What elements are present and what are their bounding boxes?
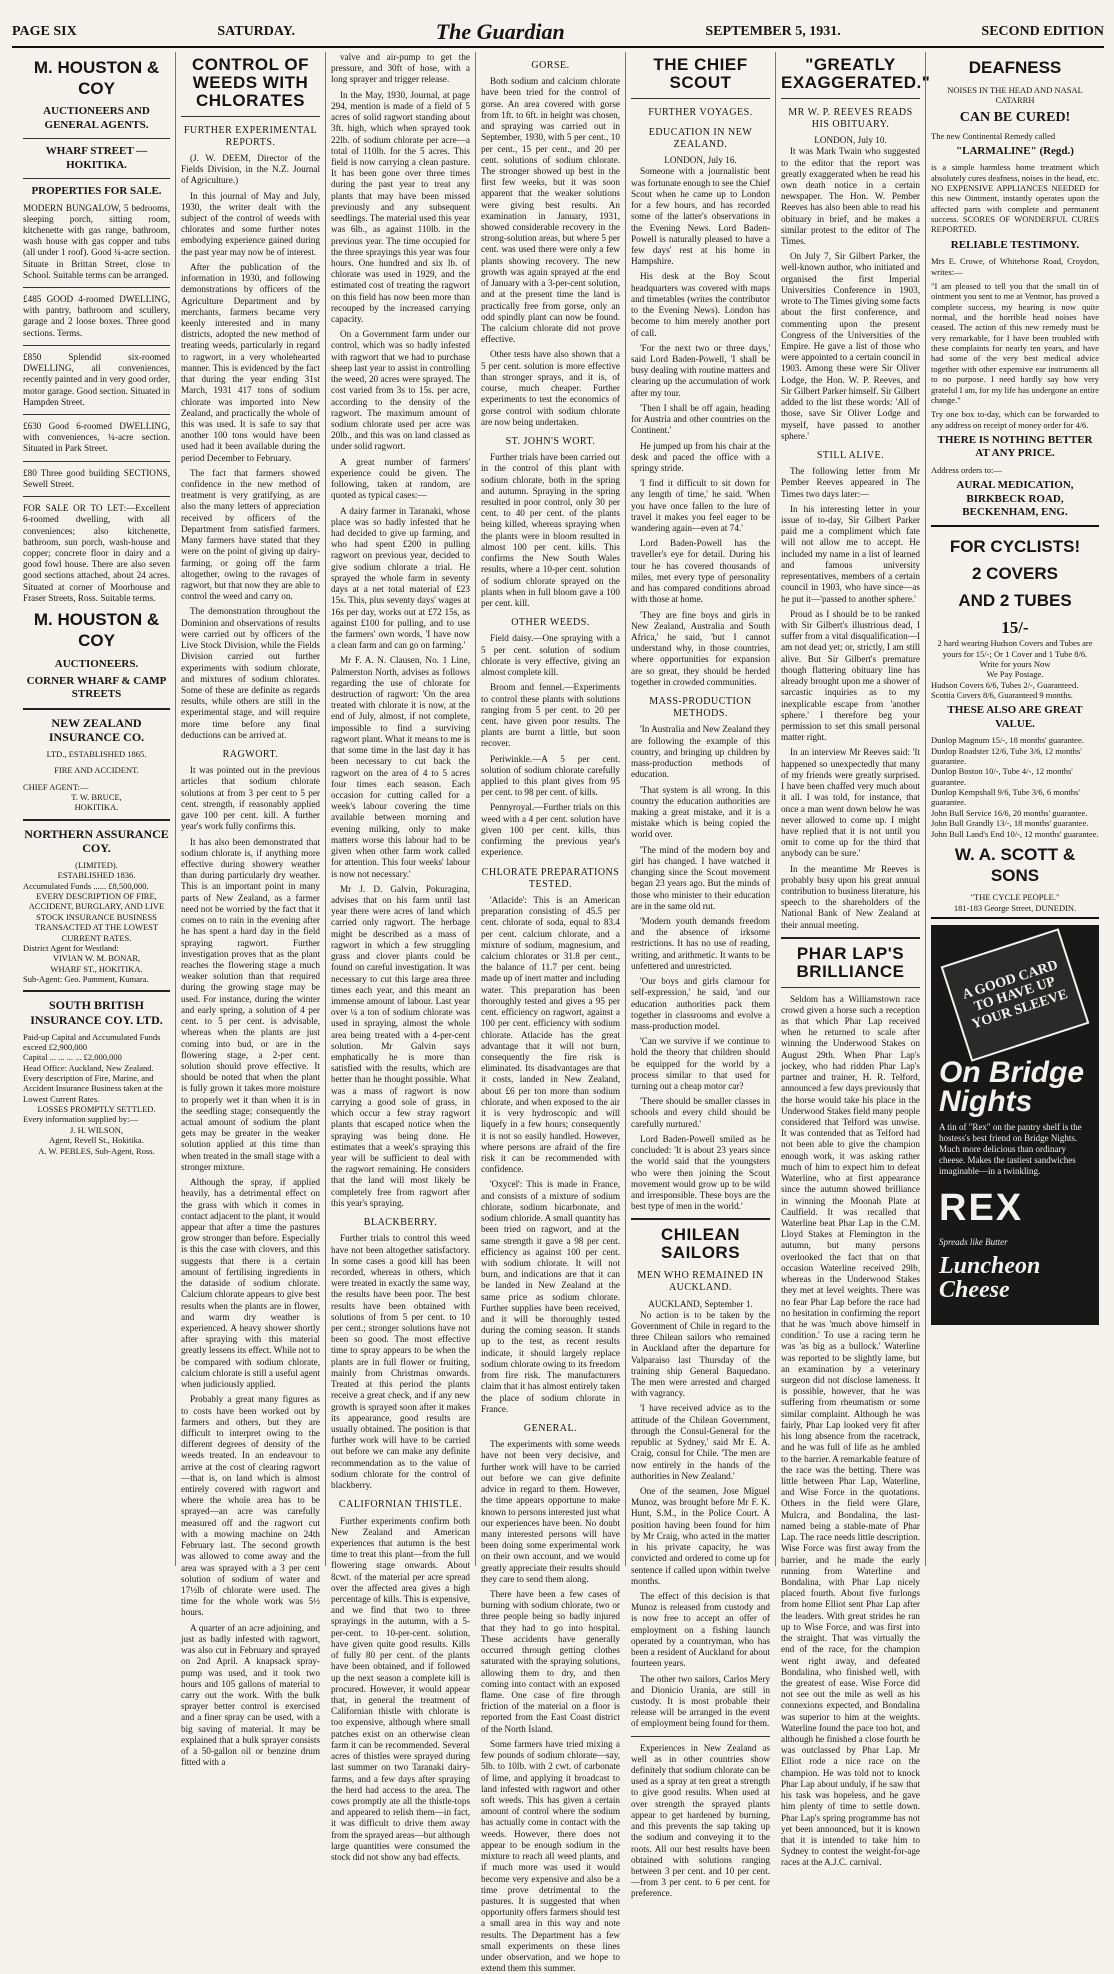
ad-deafness-text: is a simple harmless home treatment which absolutely cures deafness, noises in the head, etc. NO EXPENSIVE APPLIANCES NEEDED for this new Ointment, instantly operates upon the affected parts with complete and permanent success. SCORES OF WONDERFUL CURES REPORTED.: [931, 162, 1099, 235]
column-weeds-1: [176, 52, 326, 1768]
ad-rex-text: A tin of "Rex" on the pantry shelf is the hostess's best friend on Bridge Nights. Much more delicious than ordinary cheese. Makes the tastiest sandwiches imaginable—in a twinkling.: [939, 1122, 1082, 1176]
article-paragraph: In this journal of May and July, 1930, the writer dealt with the subject of the control of weeds with chlorates and some further notes embodying experience gained during the past year may now be of interest.: [181, 190, 320, 257]
ad-nz-insurance-agent-label: CHIEF AGENT:—: [23, 781, 89, 792]
ad-cyclists-item: Hudson Covers 6/6, Tubes 2/-, Guaranteed.: [931, 679, 1079, 690]
article-paragraph: A quarter of an acre adjoining, and just as badly infested with ragwort, was also cut in February and sprayed on 2nd April. A knapsack spray-pump was used, and it took two hours and 105 gallons of material to carry out the work. With the bulk sprayer better control is exercised and a finer spray can be used, with a big saving of material. It may be explained that a bulk sprayer consists of a 50-gallon oil or benzine drum fitted with a: [181, 1622, 320, 1768]
article-paragraph: Periwinkle.—A 5 per cent. solution of sodium chlorate carefully applied to this plant gives from 95 per cent. to 98 per cent. of kills.: [481, 753, 620, 798]
page-number: PAGE SIX: [12, 24, 77, 39]
section-heading: GORSE.: [531, 60, 570, 71]
ad-houston-heading: PROPERTIES FOR SALE.: [31, 185, 162, 198]
article-paragraph: The other two sailors, Carlos Mery and Dionicio Urania, are still in custody. It is most probable their release will be arranged in the event of employment being found for them.: [631, 1673, 770, 1729]
ad-northern-est: ESTABLISHED 1836.: [57, 870, 136, 881]
article-paragraph: Lord Baden-Powell has the traveller's eye for detail. During his tour he has covered thousands of miles, met every type of personality and has compared conditions abroad with those at home.: [631, 538, 770, 605]
article-paragraph: 'I have received advice as to the attitude of the Chilean Government, through the Consul-General for the republic at Sydney,' said Mr E. A. Craig, consul for Chile. 'The men are now entirely in the hands of the authorities in New Zealand.': [631, 1403, 770, 1481]
ad-cyclists-text: 2 hard wearing Hudson Covers and Tubes are yours for 15/-; Or 1 Cover and 1 Tube 8/6.: [937, 638, 1093, 659]
ad-south-british-losses: LOSSES PROMPTLY SETTLED.: [37, 1104, 156, 1115]
masthead: [12, 18, 1104, 48]
article-paragraph: There have been a few cases of burning with sodium chlorate, two or three people being so badly injured that they had to go into hospital. These accidents have generally occurred through getting clothes saturated with the spraying solutions, allowing them to dry, and then coming into contact with an exposed flame. One case of fire through friction of the material on a floor is reported from the East Coast district of the North Island.: [481, 1589, 620, 1734]
ad-deafness-testimonial: "I am pleased to tell you that the small tin of ointment you sent to me at Ventnor, has proved a complete success, my hearing is now quite normal, and the horrible head noises have ceased. The action of this new remedy must be very remarkable, for I have been troubled with these complaints for nearly ten years, and have had some of the very best medical advice together with other expensive ear instruments all to no purpose. I need hardly say how very grateful I am, for my life has undergone an entire change.": [931, 280, 1099, 405]
article-paragraph: It has also been demonstrated that sodium chlorate is, if anything more effective during showery weather than during particularly dry weather. This is an important point in many parts of New Zealand, as a farmer need not be worried by the fact that it comes on to rain in the evening after he has spent a hard day in the field spraying ragwort. Further investigation proves that as the plant reaches the flowering stage a much weaker solution than that required during the growing stage may be used. For instance, during the winter and early spring, a solution of 4 per cent. to 5 per cent. is advisable, whereas when the plants are just coming into bud, or are in the flowering stage, a 2-per cent. solution should prove effective. It should be noted that when the plant is fully grown it takes more moisture to properly wet it than when it is in the seedling stage; consequently the actual amount of sodium the plant gets may be greater in the weaker solution applied at this time than when treated in the small stage with a stronger mixture.: [181, 836, 320, 1172]
ad-south-british-capital: Paid-up Capital and Accumulated Funds exceed £2,900,000: [23, 1031, 161, 1052]
ad-cyclists-item: Dunlop Boston 10/-, Tube 4/-, 12 months' guarantee.: [931, 766, 1073, 787]
ad-houston-role-2: AUCTIONEERS.: [54, 657, 139, 670]
property-listing: £850 Splendid six-roomed DWELLING, all conveniences, recently painted and in very good order, motor garage. Good section. Situated in Hampden Street.: [23, 351, 170, 407]
article-subhead: MR W. P. REEVES READS HIS OBITUARY.: [788, 106, 913, 130]
ad-cyclists-item: Scottia Covers 8/6, Guaranteed 9 months.: [931, 690, 1073, 701]
article-paragraph: A dairy farmer in Taranaki, whose place was so badly infested that he had decided to give up farming, and who had spent £200 in pulling ragwort on previous year, decided to give sodium chlorate a trial. He sprayed the whole farm in seventy days at a net total material of £23 15s. This, plus seventy days' wages at 16s per day, works out at £72 15s, as against £100 for pulling, and to use the farmers' own words, 'I have now a clean farm and can go on farming.': [331, 505, 470, 651]
article-paragraph: Although the spray, if applied heavily, has a detrimental effect on the grass with which it comes in contact adjacent to the plant, it would appear that after a time the pastures grow stronger than before. Especially is this the case with clovers, and this suggests that there is a certain amount of fertilising ingredients in the dataside of sodium chlorate. Calcium chlorate appears to give best results when the plants are in flower, and warm dry weather is experienced. A heavy shower shortly after spraying with this material greatly lessens its effect. While not to be compared with sodium chlorate, calcium chlorate is still a useful agent when judiciously applied.: [181, 1177, 320, 1390]
ad-rex-spread: Spreads like Butter: [939, 1237, 1008, 1248]
article-paragraph: Further experiments confirm both New Zealand and American experiences that autumn is the best time to treat this plant—from the full flowering stage onwards. About 8cwt. of the material per acre spread over the affected area gives a high percentage of kills. This is expensive, and we find that two to three sprayings in the autumn, with a 5-per-cent. to 10-per-cent. solution, have given quite good results. Kills of fully 80 per cent. of the plants have been obtained, and if followed up the next season a complete kill is procured. However, it would appear that, in general the treatment of Californian thistle with chlorate is too expensive, although where small patches exist on an otherwise clean farm it can be recommended. Several acres of thistles were sprayed during last summer on two Taranaki dairy-farms, and a few days after spraying the herd had access to the area. The cows promptly ate all the thistle-tops and appeared to relish them—in fact, it was difficult to drive them away from the sprayed areas—but although large quantities were consumed the stock did not show any bad effects.: [331, 1515, 470, 1863]
article-paragraph: Lord Baden-Powell smiled as he concluded: 'It is about 23 years since the world said that the youngsters who were then joining the Scout movement would grow up to be wild and irresponsible. These boys are the best type of men in the world.': [631, 1133, 770, 1212]
ad-nz-insurance-agent: T. W. BRUCE,: [71, 792, 122, 803]
article-paragraph: No action is to be taken by the Government of Chile in regard to the three Chilean sailors who remained in Auckland after the departure for Valparaiso last Thursday of the training ship General Baquedano. The men were arrested and charged with vagrancy.: [631, 1309, 770, 1399]
column-weeds-3: [476, 52, 626, 1974]
article-paragraph: In his interesting letter in your issue of to-day, Sir Gilbert Parker paid me a compliment which fate will not allow me to accept. He included my name in a list of learned and famous university representatives, members of a certain council in 1903, who have since—as he put it—'passed to another sphere.': [781, 503, 920, 604]
ad-cyclists: [931, 525, 1099, 919]
section-heading: GENERAL.: [523, 1423, 578, 1434]
property-listing: FOR SALE OR TO LET:—Excellent 6-roomed dwelling, with all conveniences; also kitchenette, bathroom, sun porch, wash-house and copper; concrete floor in dairy and a good fowl house. There are also seven good sections attached, about 24 acres. Situated at corner of Moorhouse and Fraser Streets, Ross. Suitable terms.: [23, 503, 170, 603]
ad-deafness-text: Mrs E. Crowe, of Whitehorse Road, Croydon, writes:—: [931, 256, 1099, 277]
article-subhead: EDUCATION IN NEW ZEALAND.: [648, 126, 753, 151]
article-paragraph: The experiments with some weeds have not been very decisive, and further work will have to be carried out before we can give definite advice in regard to them. However, the time appears opportune to make known to persons interested just what our experiences have been. No doubt many interested persons will have been doing some experimental work on their own account, and we would greatly appreciate their results should they care to send them along.: [481, 1439, 620, 1584]
ad-houston-name: M. HOUSTON & COY: [33, 58, 160, 98]
ad-cyclists-tubes: AND 2 TUBES: [958, 590, 1072, 610]
ad-south-british-name: SOUTH BRITISH INSURANCE COY. LTD.: [30, 998, 163, 1027]
article-headline-weeds: CONTROL OF WEEDS WITH CHLORATES: [191, 55, 310, 110]
playing-card-icon: [941, 928, 1090, 1061]
property-listing: MODERN BUNGALOW, 5 bedrooms, sleeping porch, sitting room, kitchenette with gas range, bathroom, wash house with gas copper and tubs (all under 1 roof). Good ¼-acre section. Situate in Brittan Street, close to School. Suitable terms can be arranged.: [23, 202, 170, 280]
article-paragraph: One of the seamen, Jose Miguel Munoz, was brought before Mr F. K. Hunt, S.M., in the Police Court. A position having been found for him by Mr Craig, who acted in the matter in his private capacity, he was convicted and ordered to come up for sentence if called upon within twelve months.: [631, 1486, 770, 1586]
article-paragraph: In the May, 1930, Journal, at page 294, mention is made of a field of 5 acres of solid ragwort standing about 3ft. high, which when sprayed took 22lb. of sodium chlorate per acre—a total of 110lb. for the 5 acres. This field is now carrying a clean pasture. It has been gone over three times during the past year to treat any plants that may have been missed previously and any subsequent seedlings. The material used this year was 6lb., as against 110lb. in the previous year. The time occupied for the three sprayings this year was four hours. One hundred and six lb. of chlorate was used in 1929, and the estimated cost of treating the ragwort on this field has now been more than recouped by the increased carrying capacity.: [331, 89, 470, 325]
ad-northern-name: NORTHERN ASSURANCE COY.: [24, 826, 169, 856]
ad-rex-cheese: [931, 925, 1099, 1325]
article-paragraph: 'Atlacide': This is an American preparation consisting of 45.5 per cent. chlorate of soda, equal to 83.4 per cent. calcium chlorate, and a mixture of sodium, magnesium, and calcium chlorates or 31.8 per cent., the balance of 11.7 per cent. being made up of inert matter and including water. This preparation has been thoroughly tested and gives a 95 per cent. efficiency on ragwort, against a 100 per cent. efficiency with sodium chlorate. Atlacide has the great advantage that it will not burn, consequently the fire risk is eliminated. Its disadvantages are that it costs, landed in New Zealand, about £6 per ton more than sodium chlorate, and when exposed to the air it is very hydroscopic and will liquefy in a few hours; consequently it is not so easily handled. However, where persons are afraid of the fire risk it can be recommended with confidence.: [481, 894, 620, 1175]
ad-south-british-office: Head Office: Auckland, New Zealand.: [23, 1062, 154, 1073]
ad-scott-firm: W. A. SCOTT & SONS: [954, 844, 1076, 885]
ad-cyclists-postage: We Pay Postage.: [986, 669, 1044, 680]
article-paragraph: 'Modern youth demands freedom and the absence of irksome restrictions. It has no use of reading, writing, and arithmetic. It wants to be unfettered and unrestricted.: [631, 915, 770, 971]
ad-south-british-capital-2: Capital ... ... ... ... £2,000,000: [23, 1052, 122, 1063]
ad-nz-insurance-name: NEW ZEALAND INSURANCE CO.: [48, 715, 145, 745]
ad-northern-text: EVERY DESCRIPTION OF FIRE, ACCIDENT, BURGLARY, AND LIVE STOCK INSURANCE BUSINESS TRANSACTED AT THE LOWEST CURRENT RATES.: [28, 891, 165, 943]
article-paragraph: Further trials to control this weed have not been altogether satisfactory. In some cases a good kill has been recorded, whereas in others, which were treated in exactly the same way, the results have been poor. The best results have been obtained with solutions of from 5 per cent. to 10 per cent.; stronger solutions have not been so good. The most effective time to spray appears to be when the plants are in full flower or fruiting, mainly from Christmas onwards. Treated at this period the plants receive a great check, and if any new growth is sprayed soon after it makes its appearance, good results are usually obtained. The position is that further work will have to be carried out before we can make any definite recommendation as to the value of sodium chlorate for the control of blackberry.: [331, 1233, 470, 1491]
ad-south-british-text: Every description of Fire, Marine, and Accident Insurance Business taken at the Lowest Current Rates.: [23, 1073, 163, 1104]
article-paragraph: 'They are fine boys and girls in New Zealand, Australia and South Africa,' he said, 'but I cannot understand why, in those countries, where opportunities for expansion are so great, they should be herded together in crowded communities.: [631, 609, 770, 687]
ad-deafness-addr: AURAL MEDICATION, BIRKBECK ROAD, BECKENHAM, ENG.: [956, 479, 1074, 518]
ad-rex-card-text: A GOOD CARD TO HAVE UP YOUR SLEEVE: [960, 957, 1070, 1033]
section-heading: RAGWORT.: [222, 749, 279, 761]
article-paragraph: 'Our boys and girls clamour for self-expression,' he said, 'and our education authorities pack them together in classrooms and evolve a mass-production model.: [631, 976, 770, 1031]
ad-nz-insurance-town: HOKITIKA.: [74, 802, 119, 813]
article-paragraph: 'The mind of the modern boy and girl has changed. I have watched it changing since the Scout movement began 23 years ago. But the minds of those who minister to their education are in the same old rut.: [631, 844, 770, 911]
section-heading: STILL ALIVE.: [816, 449, 885, 461]
ad-south-british-agent-addr: Agent, Revell St., Hokitika.: [49, 1135, 144, 1146]
article-paragraph: Both sodium and calcium chlorate have been tried for the control of gorse. An area covered with gorse from 1ft. to 6ft. in height was chosen, and spraying was carried out in September, 1930, with 5 per cent., 10 per cent., 15 per cent., and 20 per cent. solutions of sodium chlorate. The stronger showed up best in the first few weeks, but it was soon apparent that the weaker solutions were giving best results. An examination in January, 1931, showed considerable recovery in the strong-solution areas, but where 5 per cent. was used there were only a few plants showing recovery. The new growth was again sprayed at the end of January with a 3-per-cent solution, and at the present time the land is practically free from gorse, only an odd spindly plant can now be found. The calcium chlorate did not prove effective.: [481, 76, 620, 345]
ad-deafness-sub: NOISES IN THE HEAD AND NASAL CATARRH: [947, 84, 1083, 106]
ad-nz-insurance-type: FIRE AND ACCIDENT.: [54, 765, 139, 776]
article-paragraph: His desk at the Boy Scout headquarters was covered with maps and timetables (writes the contributor to the Evening News). London has become to him merely another port of call.: [631, 271, 770, 338]
section-heading: OTHER WEEDS.: [511, 617, 590, 629]
masthead-day: SATURDAY.: [217, 24, 296, 39]
article-paragraph: Mr J. D. Galvin, Pokuragina, advises that on his farm until last year there were acres of land which carried only ragwort. The herbage might be described as a mass of ragwort in which a few struggling grass and clover plants could be found on careful investigation. It was necessary to cut this large area three times each year, and this meant an immense amount of labour. Last year over ¼ a ton of sodium chlorate was used in spraying, almost the whole area being treated with a 4-per-cent solution. Mr Galvin says emphatically he is more than satisfied with the results, which are better than he thought possible. What was a mass of ragwort is now carrying a good sole of grass, in which occur a few stray ragwort plants that escaped notice when the spraying was being done. He estimates that a week's spraying this year will be sufficient to deal with the ragwort remaining. He considers that the land will most likely be completely free from ragwort after this year's spraying.: [331, 883, 470, 1208]
dateline: LONDON, July 10.: [814, 135, 887, 146]
article-paragraph: 'Can we survive if we continue to hold the theory that children should be equipped for the world by a process similar to that used for turning out a cheap motor car?: [631, 1036, 770, 1092]
ad-south-british-info: Every information supplied by:—: [23, 1114, 138, 1125]
section-heading: CHLORATE PREPARATIONS TESTED.: [481, 866, 620, 890]
ad-scott-addr: 181-183 George Street, DUNEDIN.: [953, 902, 1077, 913]
article-paragraph: Proud as I should be to be ranked with Sir Gilbert's illustrious dead, I suffer from a vital disqualification—I am not dead yet; or, strictly, I am still alive. But Sir Gilbert's premature though flattering obituary line has already brought upon me a shower of sarcastic inquiries as to my inexplicable escape from 'another sphere.' I therefore beg your permission to set this small personal matter right.: [781, 608, 920, 743]
column-ads-right: [926, 52, 1104, 1566]
ad-deafness-addr-label: Address orders to:—: [931, 464, 1002, 475]
article-paragraph: Probably a great many figures as to costs have been worked out by farmers and others, but they are difficult to interpret owing to the different degrees of density of the weeds treated. In an endeavour to arrive at the cost of clearing ragwort—that is, on land which is almost entirely covered with ragwort and where the whole area has to be sprayed—an acre was carefully measured off and the ragwort cut with a mowing machine on 24th February last. The second growth was allowed to come away and the area was sprayed with a 3 per cent solution of sodium of water and 17½lb of chlorate were used. The time for the whole work was 5½ hours.: [181, 1394, 320, 1618]
article-paragraph: It was Mark Twain who suggested to the editor that the report was greatly exaggerated when he read his own death notice in a certain newspaper. The Hon. W. Pember Reeves has also been able to read his obituary in brief, and he makes a similar protest to the editor of The Times.: [781, 146, 920, 247]
article-headline-chilean: CHILEAN SAILORS: [660, 1225, 741, 1263]
article-paragraph: 'Oxycel': This is made in France, and consists of a mixture of sodium chlorate, sodium bicarbonate, and sodium chloride. A small quantity has been tried on ragwort, and at the same strength it gave a 98 per cent. efficiency as against 100 per cent. with sodium chlorate. It will not burn, and indications are that it can be landed in New Zealand at the same price as sodium chlorate. Further supplies have been received, and it will be thoroughly tested during the coming season. It stands up to the test, as recent results indicate, it should largely replace sodium chlorate owing to its freedom from fire risk. The manufacturers claim that it has almost entirely taken the place of sodium chlorate in France.: [481, 1179, 620, 1414]
article-paragraph: In the meantime Mr Reeves is probably busy upon his great annual contribution to business literature, his speech to the shareholders of the National Bank of New Zealand at their annual meeting.: [781, 863, 920, 930]
ad-cyclists-item: Dunlop Magnum 15/-, 18 months' guarantee.: [931, 735, 1084, 746]
article-subhead: MEN WHO REMAINED IN AUCKLAND.: [637, 1270, 764, 1294]
article-subhead: FURTHER VOYAGES.: [648, 106, 753, 118]
article-paragraph: 'Then I shall be off again, heading for Austria and other countries on the Continent.': [631, 402, 770, 436]
ad-cyclists-covers: 2 COVERS: [972, 564, 1058, 584]
column-reeves-pharlap: [776, 52, 931, 1868]
article-paragraph: After the publication of the information in 1930, and following demonstrations by officers of the Agriculture Department and by merchants, farmers became very keenly interested and in many districts, adopted the new method of treating weeds, particularly in regard to ragwort, in a very wholehearted manner. This is evidenced by the fact that during the year ending 31st March, 1931 417 tons of sodium chlorate was imported into New Zealand, and practically the whole of this was used. It is safe to say that another 100 tons would have been used had it been available during the period December to February.: [181, 261, 320, 463]
ad-deafness-reliable: RELIABLE TESTIMONY.: [950, 238, 1080, 251]
article-paragraph: Broom and fennel.—Experiments to control these plants with solutions ranging from 5 per cent. to 20 per cent. have given poor results. The plants are burnt a little, but soon recover.: [481, 682, 620, 749]
newspaper-title: The Guardian: [435, 19, 565, 44]
ad-houston-name-2: M. HOUSTON & COY: [33, 610, 160, 650]
article-paragraph: It was pointed out in the previous articles that sodium chlorate solutions at from 3 per cent to 5 per cent. strength, if reasonably applied gave 100 per cent. kill. A further year's work fully confirms this.: [181, 765, 320, 832]
article-headline-reeves: "GREATLY EXAGGERATED.": [781, 55, 931, 92]
property-listing: £630 Good 6-roomed DWELLING, with conveniences, ¼-acre section. Situated in Park Street.: [23, 421, 170, 454]
section-heading: MASS-PRODUCTION METHODS.: [649, 696, 752, 720]
ad-houston-street-2: CORNER WHARF & CAMP STREETS: [26, 674, 167, 701]
ad-deafness-cured: CAN BE CURED!: [959, 110, 1071, 126]
ad-cyclists-price: 15/-: [1001, 617, 1029, 637]
article-paragraph: In an interview Mr Reeves said: 'It happened so unexpectedly that many of my friends were greatly surprised. I have been chaffed very much about it all. I was told, for instance, that once a man went down below he was never allowed to come up. I might have replied that it is not until you omit to come up for the third that anybody can be sure.': [781, 747, 920, 859]
ad-northern-district: District Agent for Westland:: [23, 942, 119, 953]
article-paragraph: The effect of this decision is that Munoz is released from custody and is now free to accept an offer of employment on a fishing launch operated by a countryman, who has been a resident of Auckland for about fourteen years.: [631, 1590, 770, 1669]
ad-scott-sub: "THE CYCLE PEOPLE.": [970, 892, 1060, 903]
article-paragraph: Someone with a journalistic bent was fortunate enough to see the Chief Scout when he came up to London for a few hours, and has recorded some of the latter's observations in the Evening News. Lord Baden-Powell is naturally pleased to have a few days' rest at his home in Hampshire.: [631, 166, 770, 267]
dateline: LONDON, July 16.: [664, 155, 737, 166]
ad-cyclists-item: Dunlop Roadster 12/6, Tube 3/6, 12 months' guarantee.: [931, 745, 1082, 766]
ad-cyclists-item: Dunlop Kempshall 9/6, Tube 3/6, 6 months' guarantee.: [931, 787, 1080, 808]
article-paragraph: Pennyroyal.—Further trials on this weed with a 4 per cent. solution have given 100 per cent. kills, thus confirming the previous year's experience.: [481, 802, 620, 858]
ad-cyclists-also: THESE ALSO ARE GREAT VALUE.: [947, 704, 1083, 730]
article-paragraph: He jumped up from his chair at the desk and paced the office with a springy stride.: [631, 440, 770, 473]
article-paragraph: Experiences in New Zealand as well as in other countries show definitely that sodium chlorate can be used as a spray at ten great a strength to give good results. When used at over strength the sprayed plants appear to get hardened by burning, and this prevents the sap taking up the sodium and conveying it to the roots. All our best results have been obtained with solutions ranging between 3 per cent. and 10 per cent.—from 3 per cent. to 6 per cent. for preference.: [631, 1742, 770, 1899]
ad-deafness-title: DEAFNESS: [968, 58, 1062, 77]
ad-northern-agent: VIVIAN W. M. BONAR,: [52, 953, 141, 964]
dateline: AUCKLAND, September 1.: [648, 1298, 753, 1309]
ad-rex-product: Luncheon Cheese: [939, 1253, 1041, 1304]
article-paragraph: 'I find it difficult to sit down for any length of time,' he said. 'When you have once fallen to the lure of travel it makes you feel eager to be wandering again—even at 74.': [631, 478, 770, 534]
ad-rex-brand: REX: [939, 1186, 1024, 1229]
column-weeds-2: [326, 52, 476, 1863]
ad-northern-funds: Accumulated Funds ...... £8,500,000.: [23, 880, 149, 891]
article-paragraph: The following letter from Mr Pember Reeves appeared in The Times two days later:—: [781, 466, 920, 499]
column-ads-left: [18, 52, 176, 1566]
article-paragraph: The demonstration throughout the Dominion and observations of results were carried out by officers of the Live Stock Division, while the Fields Division carried out further experiments with sodium chlorate, and mixtures of sodium chlorates. Some of these are definite as regards results, while others are still in the experimental stage, and will require more time before any final deductions can be arrived at.: [181, 606, 320, 740]
ad-deafness-text: The new Continental Remedy called: [931, 130, 1056, 141]
article-subhead: FURTHER EXPERIMENTAL REPORTS.: [183, 124, 318, 148]
ad-south-british-agent: J. H. WILSON,: [70, 1124, 123, 1135]
ad-houston-role: AUCTIONEERS AND GENERAL AGENTS.: [43, 105, 150, 131]
ad-northern-ltd: (LIMITED).: [75, 860, 118, 871]
ad-rex-bridge: On Bridge Nights: [939, 1056, 1085, 1118]
property-listing: £80 Three good building SECTIONS, Sewell Street.: [23, 467, 170, 489]
ad-northern-sub: Sub-Agent: Geo. Pamment, Kumara.: [23, 974, 149, 984]
article-paragraph: Mr F. A. N. Clausen, No. 1 Line, Palmerston North, advises as follows regarding the use of chlorate for destruction of ragwort: 'On the area treated with chlorate it is now, at the end of July, almost, if not complete, impossible to find a surviving ragwort plant. What it means to me is that some time in the last day it has been necessary to cut back the ragwort on the area of 4 to 5 acres four times each season. Each occasion for cutting called for a week's labour covering the time available between morning and evening milking, only to make matters worse this labour had to be given when other farm work called for attention. This four weeks' labour is now not necessary.': [331, 655, 470, 879]
column-scout-chilean: [626, 52, 776, 1899]
article-headline-pharlap: PHAR LAP'S BRILLIANCE: [796, 943, 905, 981]
article-paragraph: Other tests have also shown that a 5 per cent. solution is more effective than stronger sprays, and it is, of course, much cheaper. Further experiments to test the economics of gorse control with sodium chlorate are now being undertaken.: [481, 349, 620, 427]
article-paragraph: On a Government farm under our control, which was so badly infested with ragwort that we had to purchase sheep last year to assist in controlling the weed, 20 acres were sprayed. The cost varied from 3s to 15s. per acre, according to the density of the ragwort. The maximum amount of sodium chlorate used per acre was 20lb., and this was on land classed as under solid ragwort.: [331, 329, 470, 452]
edition-label: SECOND EDITION: [981, 24, 1104, 39]
section-heading: BLACKBERRY.: [363, 1217, 438, 1229]
ad-cyclists-item: John Bull Grandly 13/-, 18 months' guarantee.: [931, 818, 1089, 829]
article-paragraph: Some farmers have tried mixing a few pounds of sodium chlorate—say, 5lb. to 10lb. with 2 cwt. of carbonate of lime, and applying it broadcast to land infested with ragwort and other soft weeds. This has given a certain amount of control where the sodium has actually come in contact with the weeds. However, there does not appear to be enough sodium in the mixture to reach all weed plants, and if much more was used it would become very expensive and also be a time prove detrimental to the pastures. It is suggested that when opportunity offers farmers should test a small area in this way and note results. The Department has a few small experiments on these lines under observation, and we hope to extend them this summer.: [481, 1738, 620, 1974]
article-paragraph: Field daisy.—One spraying with a 5 per cent. solution of sodium chlorate is very effective, giving an almost complete kill.: [481, 633, 620, 678]
article-paragraph: 'There should be smaller classes in schools and every child should be carefully nurtured.': [631, 1096, 770, 1129]
article-paragraph: 'For the next two or three days,' said Lord Baden-Powell, 'I shall be busy dealing with routine matters and clearing up the accumulation of work after my tour.: [631, 342, 770, 398]
ad-deafness-better: THERE IS NOTHING BETTER AT ANY PRICE.: [937, 433, 1093, 460]
section-heading: CALIFORNIAN THISTLE.: [338, 1499, 463, 1511]
article-paragraph: On July 7, Sir Gilbert Parker, the well-known author, who initiated and organised the first Imperial Universities Conference in 1903, wrote to The Times giving some facts about the first conference, and commenting upon the present Congress of the Universities of the Empire. He gave a list of those who were appointed to a certain council in 1903. Among these were Sir Oliver Lodge, the Hon. W. P. Reeves, and Sir Gilbert Parker himself. Sir Gilbert added to the list these words: 'All of those, save Sir Oliver Lodge and myself, have passed to another sphere.': [781, 251, 920, 441]
article-paragraph: The fact that farmers showed confidence in the new method of treatment is very gratifying, as are also the many letters of appreciation received by officers of the Department from satisfied farmers. Many farmers have stated that they were on the point of giving up dairy-farming, or going off the farm altogether, owing to the ravages of ragwort, but that now they are able to control the weed and carry on.: [181, 467, 320, 602]
article-paragraph: valve and air-pump to get the pressure, and 30ft of hose, with a long sprayer and trigger release.: [331, 52, 470, 85]
ad-northern-street: WHARF ST., HOKITIKA.: [50, 963, 143, 974]
ad-cyclists-write: Write for yours Now: [979, 659, 1051, 670]
ad-cyclists-item: John Bull Land's End 10/-, 12 months' guarantee.: [931, 828, 1099, 839]
article-headline-scout: THE CHIEF SCOUT: [653, 55, 748, 92]
article-paragraph: 'That system is all wrong. In this country the education authorities are making a great mistake, and it is a mistake which is being copied the world over.: [631, 784, 770, 840]
ad-south-british-sub: A. W. PEBLES, Sub-Agent, Ross.: [38, 1145, 155, 1156]
article-paragraph: A great number of farmers' experience could be given. The following, taken at random, are quoted as typical cases:—: [331, 456, 470, 501]
ad-cyclists-title: FOR CYCLISTS!: [949, 537, 1081, 557]
property-listing: £485 GOOD 4-roomed DWELLING, with pantry, bathroom and scullery, garage and 2 loose boxes. Three good sections. Terms.: [23, 294, 170, 338]
ad-deafness-remedy: "LARMALINE" (Regd.): [956, 144, 1074, 157]
article-paragraph: 'In Australia and New Zealand they are following the example of this country, and bringing up children by mass-production methods of education.: [631, 724, 770, 780]
article-paragraph: Seldom has a Williamstown race crowd given a horse such a reception as that which Phar Lap received when he returned to scale after winning the Underwood Stakes on August 29th. When Phar Lap's jockey, who had ridden Phar Lap's partner and trainer, H. R. Telford, announced a few days previously that the horse would take his place in the Underwood Stakes field many people considered that Telford was unwise. It was contended that as Telford had not been able to give the champion enough work, it was asking rather much of him to expect him to defeat Waterline, who at first appearance since the autumn showed brilliance in winning the Moonah Plate at Caulfield. It was recalled that Waterline beat Phar Lap in the C.M. Lloyd Stakes at Flemington in the autumn, but many persons overlooked the fact that on that occasion Waterline received 29lb, whereas in the Underwood Stakes they met at level weights. There was no fear Phar Lap before the race had no hesitation in confirming the report that he was 'much above himself in condition.' To use a racing term he was 'as big as a bullock.' Waterline was reported to be slightly lame, but an examination by a veterinary surgeon did not disclose lameness. It is possible, however, that he was suffering from rheumatism or some similar complaint. Although he was fairly, Phar Lap looked very fit after his long absence from the racetrack, and he was full of life as he ambled to the barrier. A remarkable feature of the race was the betting. There was little between Phar Lap, Waterline, and Wise Force in the quotations. Others in the field were Glare, Mulcra, and Bondalina, the last-named being a stable-mate of Phar Lap. The race needs little description. Wise Force was first away from the barrier, and he made the early running from Waterline and Bondalina, with Phar Lap nicely placed fourth. About five furlongs from home Elliot sent Phar Lap after the leaders. With great strides he ran up to Wise Force, and was first into the straight. That was virtually the end of the race, for the champion went right away, and defeated Bondalina, who finished well, with the greatest of ease. Wise Force did not see out the mile as well as his connexions expected, and Bondalina was superior to him at the weights. Waterline found the pace too hot, and although he finished a close fourth he was outclassed by Phar Lap. Mr Elliot rode a nice race on the champion. He was told not to knock Phar Lap about unduly, if he saw that his task was hopeless, and he gave him plenty of time to settle down. Phar Lap's spring programme has not yet been announced, but it is known that it is intended to take him to Sydney to contest the weight-for-age races at the A.J.C. carnival.: [781, 993, 920, 1868]
ad-cyclists-item: John Bull Service 16/6, 20 months' guarantee.: [931, 807, 1088, 818]
article-byline: (J. W. DEEM, Director of the Fields Division, in the N.Z. Journal of Agriculture.): [181, 152, 320, 186]
ad-nz-insurance-est: LTD., ESTABLISHED 1865.: [46, 749, 147, 759]
ad-deafness-text: Try one box to-day, which can be forwarded to any address on receipt of money order for 4/6.: [931, 409, 1099, 430]
section-heading: ST. JOHN'S WORT.: [505, 435, 596, 447]
masthead-date: SEPTEMBER 5, 1931.: [705, 24, 841, 39]
ad-houston-street: WHARF STREET — HOKITIKA.: [45, 145, 148, 171]
article-paragraph: Further trials have been carried out in the control of this plant with sodium chlorate, both in the spring and autumn. Spraying in the spring resulted in poor control, only 30 per cent. to 40 per cent. of the plants being killed, whereas spraying when the plants were in bloom resulted in almost 100 per cent. kills. This confirms the New South Wales results, where a 10-per cent. solution of sodium chlorate sprayed on the plants when in full bloom gave a 100 per cent. kill.: [481, 452, 620, 608]
